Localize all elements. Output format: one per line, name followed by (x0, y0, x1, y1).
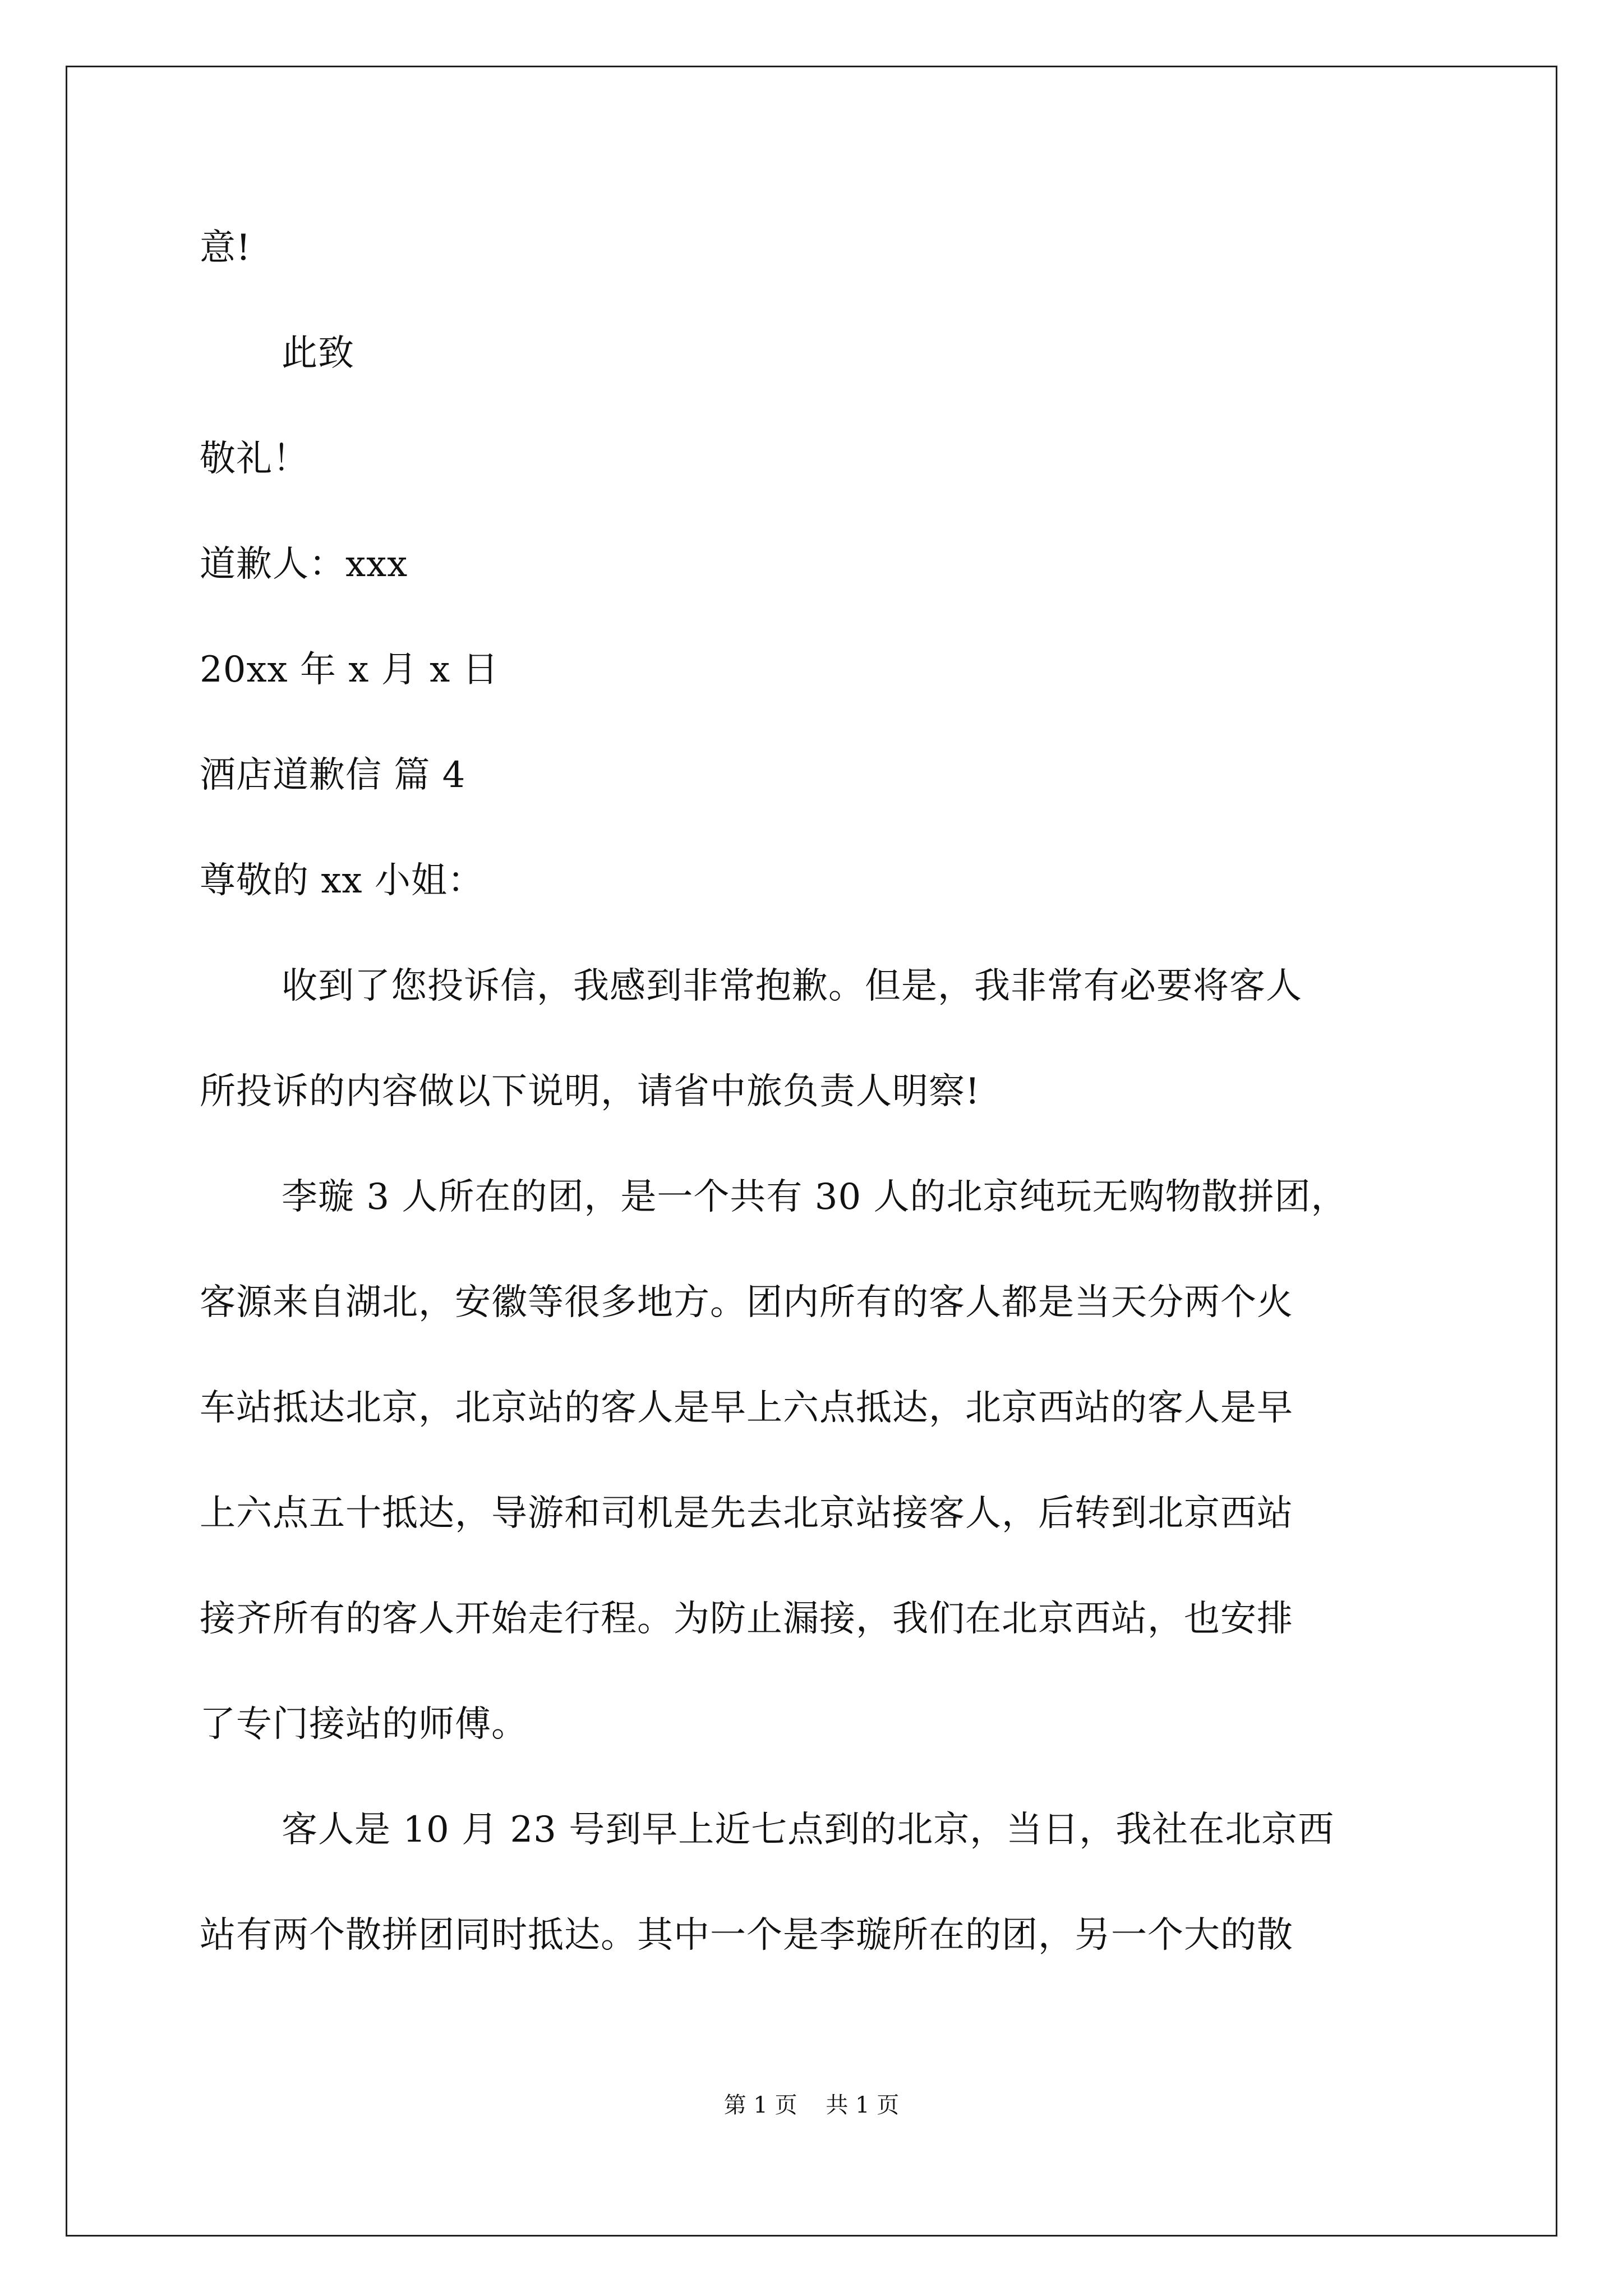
text-line-signatory: 道歉人：xxx (200, 544, 408, 585)
paragraph-line: 客源来自湖北，安徽等很多地方。团内所有的客人都是当天分两个火 (200, 1282, 1293, 1323)
section-heading: 酒店道歉信 篇 4 (200, 754, 466, 796)
text-line-date: 20xx 年 x 月 x 日 (200, 649, 499, 691)
paragraph-line: 了专门接站的师傅。 (200, 1704, 528, 1745)
paragraph-line: 李璇 3 人所在的团，是一个共有 30 人的北京纯玩无购物散拼团， (282, 1176, 1348, 1218)
paragraph-line: 收到了您投诉信，我感到非常抱歉。但是，我非常有必要将客人 (282, 965, 1302, 1007)
paragraph-line: 站有两个散拼团同时抵达。其中一个是李璇所在的团，另一个大的散 (200, 1915, 1293, 1956)
paragraph-line: 所投诉的内容做以下说明，请省中旅负责人明察! (200, 1071, 980, 1112)
text-line-closing-fragment: 意! (200, 227, 251, 269)
paragraph-line: 上六点五十抵达，导游和司机是先去北京站接客人，后转到北京西站 (200, 1493, 1293, 1534)
letter-greeting: 尊敬的 xx 小姐： (200, 860, 484, 901)
page-border (66, 66, 1557, 2237)
paragraph-line: 客人是 10 月 23 号到早上近七点到的北京，当日，我社在北京西 (282, 1809, 1335, 1851)
paragraph-line: 车站抵达北京，北京站的客人是早上六点抵达，北京西站的客人是早 (200, 1387, 1293, 1429)
text-line-salutation-cizhi: 此致 (282, 333, 354, 374)
page-footer: 第 1 页 共 1 页 (723, 2092, 900, 2118)
text-line-salutation-jingli: 敬礼！ (200, 438, 309, 480)
paragraph-line: 接齐所有的客人开始走行程。为防止漏接，我们在北京西站，也安排 (200, 1598, 1293, 1640)
